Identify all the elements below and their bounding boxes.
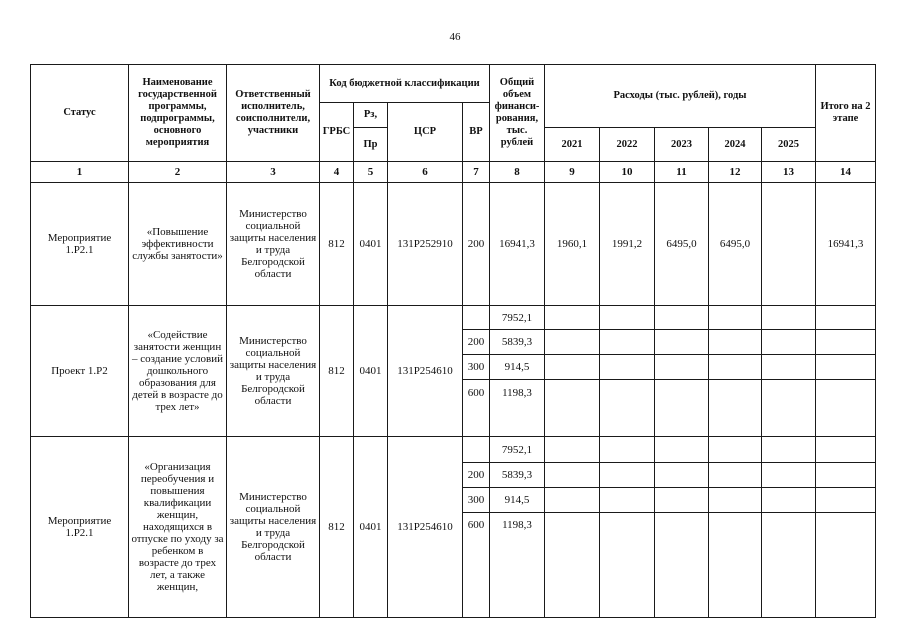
row-total: 914,5 <box>490 488 545 513</box>
header-expenses: Расходы (тыс. рублей), годы <box>545 65 816 128</box>
row-y2023: 6495,0 <box>655 183 709 306</box>
row-csr: 131Р252910 <box>388 183 463 306</box>
table-row <box>31 306 876 330</box>
row-grbs: 812 <box>320 437 354 618</box>
row-name: «Повышение эффективности службы занятости» <box>129 183 227 306</box>
row-total: 7952,1 <box>490 306 545 330</box>
table-row <box>31 183 876 306</box>
row-total: 5839,3 <box>490 330 545 355</box>
col-num: 7 <box>463 162 490 183</box>
row-stage-total: 16941,3 <box>816 183 876 306</box>
header-rz: Рз, <box>354 103 388 128</box>
header-year-2021: 2021 <box>545 128 600 162</box>
row-vr <box>463 306 490 330</box>
row-vr: 600 <box>463 513 490 538</box>
row-vr: 200 <box>463 463 490 488</box>
row-vr: 600 <box>463 380 490 407</box>
col-num: 10 <box>600 162 655 183</box>
row-status: Мероприятие 1.Р2.1 <box>31 437 129 618</box>
row-total: 7952,1 <box>490 437 545 463</box>
header-csr: ЦСР <box>388 103 463 162</box>
table-row <box>31 437 876 463</box>
col-num: 2 <box>129 162 227 183</box>
header-budget-code: Код бюджетной классификации <box>320 65 490 103</box>
row-status: Проект 1.Р2 <box>31 306 129 437</box>
row-csr: 131Р254610 <box>388 437 463 618</box>
row-vr: 300 <box>463 355 490 380</box>
row-vr: 300 <box>463 488 490 513</box>
row-responsible: Министерство социальной защиты населения и труда Белгородской области <box>227 183 320 306</box>
row-total: 16941,3 <box>490 183 545 306</box>
header-year-2025: 2025 <box>762 128 816 162</box>
col-num: 12 <box>709 162 762 183</box>
header-name: Наименование государственной программы, подпрограммы, основного мероприятия <box>129 65 227 162</box>
row-total: 914,5 <box>490 355 545 380</box>
row-vr: 200 <box>463 330 490 355</box>
col-num: 8 <box>490 162 545 183</box>
row-responsible: Министерство социальной защиты населения и труда Белгородской области <box>227 306 320 437</box>
row-total: 5839,3 <box>490 463 545 488</box>
row-rzpr: 0401 <box>354 306 388 437</box>
row-vr: 200 <box>463 183 490 306</box>
header-responsible: Ответственный исполнитель, соисполнители, участники <box>227 65 320 162</box>
row-y2022: 1991,2 <box>600 183 655 306</box>
budget-table <box>30 64 876 618</box>
header-status: Статус <box>31 65 129 162</box>
header-pr: Пр <box>354 128 388 162</box>
header-total-volume: Общий объем финанси-рования, тыс. рублей <box>490 65 545 162</box>
header-vr: ВР <box>463 103 490 162</box>
row-y2025 <box>762 183 816 306</box>
row-rzpr: 0401 <box>354 183 388 306</box>
col-num: 6 <box>388 162 463 183</box>
row-total: 1198,3 <box>490 380 545 407</box>
row-name: «Организация переобучения и повышения квалификации женщин, находящихся в отпуске по уходу за ребенком в возрасте до трех лет, а также женщин, <box>129 437 227 618</box>
header-year-2023: 2023 <box>655 128 709 162</box>
row-status: Мероприятие 1.Р2.1 <box>31 183 129 306</box>
header-grbs: ГРБС <box>320 103 354 162</box>
col-num: 4 <box>320 162 354 183</box>
header-total-stage: Итого на 2 этапе <box>816 65 876 162</box>
row-total: 1198,3 <box>490 513 545 538</box>
row-grbs: 812 <box>320 183 354 306</box>
row-rzpr: 0401 <box>354 437 388 618</box>
col-num: 11 <box>655 162 709 183</box>
col-num: 9 <box>545 162 600 183</box>
row-responsible: Министерство социальной защиты населения и труда Белгородской области <box>227 437 320 618</box>
row-y2021: 1960,1 <box>545 183 600 306</box>
page-number: 46 <box>449 31 461 43</box>
col-num: 13 <box>762 162 816 183</box>
row-vr <box>463 437 490 463</box>
col-num: 5 <box>354 162 388 183</box>
row-csr: 131Р254610 <box>388 306 463 437</box>
row-grbs: 812 <box>320 306 354 437</box>
col-num: 1 <box>31 162 129 183</box>
row-y2024: 6495,0 <box>709 183 762 306</box>
header-year-2024: 2024 <box>709 128 762 162</box>
header-year-2022: 2022 <box>600 128 655 162</box>
col-num: 14 <box>816 162 876 183</box>
row-name: «Содействие занятости женщин – создание условий дошкольного образования для детей в возрасте до трех лет» <box>129 306 227 437</box>
col-num: 3 <box>227 162 320 183</box>
